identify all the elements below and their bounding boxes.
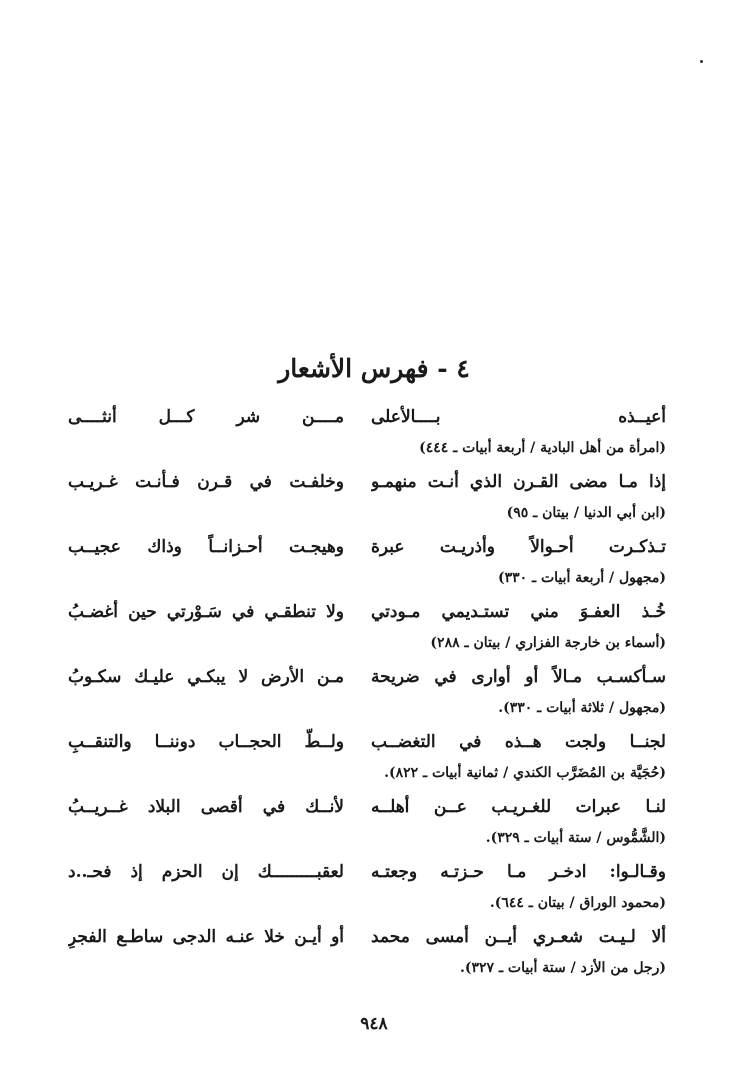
second-hemistich: مـن الأرض لا يبكـي عليـك سكـوبُ — [68, 667, 344, 687]
first-hemistich: خُـذ العفـوَ مني تستـديمي مـودتي — [371, 602, 666, 622]
poem-source: (حُجَيَّة بن المُضَرَّب الكندي / ثمانية أبيات ـ ٨٢٢). — [384, 765, 666, 781]
poem-source: (امرأة من أهل البادية / أربعة أبيات ـ ٤٤٤) — [419, 440, 666, 456]
verse-line — [68, 790, 666, 824]
first-hemistich: لنـا عبرات للغـريـب عــن أهلــه — [371, 797, 666, 817]
second-hemistich: ولــطّ الحجــاب دوننــا والتنقــبِ — [68, 732, 344, 752]
poem-entry — [68, 400, 666, 465]
first-hemistich: ألا لـيـت شعـري أيــن أمسى محمد — [371, 927, 666, 947]
poem-source: (رجل من الأزد / ستة أبيات ـ ٣٢٧). — [460, 960, 666, 976]
poem-entry — [68, 790, 666, 855]
poem-entry — [68, 855, 666, 920]
verse-line — [68, 660, 666, 694]
poem-source: (مجهول / ثلاثة أبيات ـ ٣٣٠). — [498, 700, 666, 716]
poem-source: (الشَّمُّوس / ستة أبيات ـ ٣٢٩). — [485, 830, 666, 846]
page-number: ٩٤٨ — [360, 1014, 388, 1034]
poem-source: (مجهول / أربعة أبيات ـ ٣٣٠) — [497, 570, 666, 586]
verse-line — [68, 725, 666, 759]
page-speck — [700, 60, 703, 63]
poem-source: (ابن أبي الدنيا / بيتان ـ ٩٥) — [506, 505, 666, 521]
verse-line — [68, 530, 666, 564]
second-hemistich: وخلفـت في قـرن فـأنـت غـريـب — [68, 472, 344, 492]
first-hemistich: تـذكـرت أحـوالاً وأذريـت عبرة — [371, 537, 666, 557]
second-hemistich: وهيجـت أحـزانــاً وذاك عجيــب — [68, 537, 344, 557]
poem-entry — [68, 660, 666, 725]
first-hemistich: إذا مـا مضى القـرن الذي أنـت منهمـو — [371, 472, 666, 492]
verse-line — [68, 465, 666, 499]
second-hemistich: لأنــك في أقصى البلاد غــريــبُ — [68, 797, 344, 817]
poem-entry — [68, 725, 666, 790]
page-title: ٤ - فهرس الأشعار — [278, 354, 470, 383]
verse-line — [68, 595, 666, 629]
poem-entry — [68, 530, 666, 595]
poem-entry — [68, 465, 666, 530]
first-hemistich: وقـالـوا: ادخـر مـا حـزتـه وجعتـه — [371, 862, 666, 882]
verse-line — [68, 855, 666, 889]
poem-source: (أسماء بن خارجة الفزاري / بيتان ـ ٢٨٨) — [430, 635, 666, 651]
verse-line — [68, 920, 666, 954]
second-hemistich: أو أيـن خلا عنـه الدجى ساطـع الفجرِ — [68, 927, 344, 947]
second-hemistich: لعقبـــــــــك إن الحزم إذ فحـ..د — [68, 862, 344, 882]
poem-entry — [68, 595, 666, 660]
first-hemistich: أعيــذه بــــالأعلى — [371, 407, 666, 427]
first-hemistich: سـأكسـب مـالاً أو أوارى في ضريحة — [371, 667, 666, 687]
first-hemistich: لجنــا ولجت هــذه في التغضــب — [371, 732, 666, 752]
second-hemistich: ولا تنطقـي في سَـوْرتي حين أغضـبُ — [68, 602, 344, 622]
poem-entry — [68, 920, 666, 985]
verse-line — [68, 400, 666, 434]
poem-source: (محمود الوراق / بيتان ـ ٦٤٤). — [489, 895, 666, 911]
poetry-index-list — [68, 400, 666, 985]
second-hemistich: مــــن شر كـــل أنثــــى — [68, 407, 344, 427]
